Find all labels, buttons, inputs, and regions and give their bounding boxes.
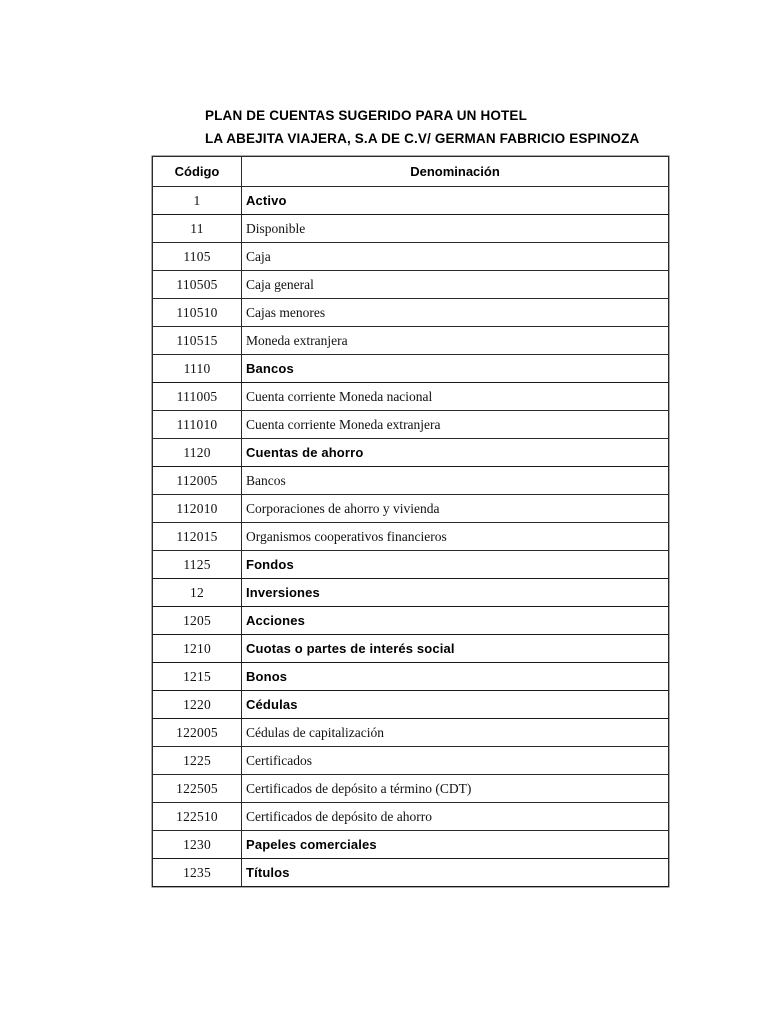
table-row (153, 439, 669, 467)
table-row (153, 719, 669, 747)
table-row (153, 299, 669, 327)
account-code-cell: 112010 (153, 495, 242, 523)
table-row (153, 551, 669, 579)
account-code-cell: 1 (153, 187, 242, 215)
account-code-cell: 1230 (153, 831, 242, 859)
account-name-cell: Disponible (242, 215, 669, 243)
account-code-cell: 1205 (153, 607, 242, 635)
account-name-cell: Caja general (242, 271, 669, 299)
table-row (153, 187, 669, 215)
column-header-codigo: Código (153, 157, 242, 187)
table-row (153, 691, 669, 719)
table-row (153, 663, 669, 691)
account-code-cell: 1125 (153, 551, 242, 579)
account-code-cell: 111010 (153, 411, 242, 439)
account-name-cell: Cuenta corriente Moneda extranjera (242, 411, 669, 439)
account-code-cell: 112005 (153, 467, 242, 495)
table-row (153, 271, 669, 299)
account-code-cell: 1235 (153, 859, 242, 887)
document-title-line-1: PLAN DE CUENTAS SUGERIDO PARA UN HOTEL (205, 108, 527, 123)
table-header (153, 157, 669, 187)
document-title-block (205, 104, 705, 150)
column-header-denominacion: Denominación (242, 157, 669, 187)
table-header-row (153, 157, 669, 187)
table-row (153, 355, 669, 383)
table-row (153, 775, 669, 803)
account-name-cell: Certificados de depósito a término (CDT) (242, 775, 669, 803)
account-code-cell: 111005 (153, 383, 242, 411)
table-row (153, 803, 669, 831)
account-name-cell: Bonos (242, 663, 669, 691)
table-row (153, 523, 669, 551)
table-row (153, 411, 669, 439)
table-row (153, 467, 669, 495)
account-code-cell: 112015 (153, 523, 242, 551)
table-row (153, 215, 669, 243)
account-name-cell: Activo (242, 187, 669, 215)
table-row (153, 831, 669, 859)
account-code-cell: 12 (153, 579, 242, 607)
account-code-cell: 11 (153, 215, 242, 243)
table-row (153, 635, 669, 663)
account-code-cell: 122505 (153, 775, 242, 803)
account-name-cell: Papeles comerciales (242, 831, 669, 859)
account-name-cell: Certificados de depósito de ahorro (242, 803, 669, 831)
table-row (153, 579, 669, 607)
account-code-cell: 1220 (153, 691, 242, 719)
chart-of-accounts-table (152, 156, 669, 887)
account-code-cell: 110515 (153, 327, 242, 355)
account-name-cell: Fondos (242, 551, 669, 579)
table-row (153, 243, 669, 271)
table-row (153, 607, 669, 635)
account-code-cell: 1225 (153, 747, 242, 775)
account-name-cell: Bancos (242, 355, 669, 383)
account-name-cell: Cédulas (242, 691, 669, 719)
account-code-cell: 110505 (153, 271, 242, 299)
table-row (153, 495, 669, 523)
document-title-line-2: LA ABEJITA VIAJERA, S.A DE C.V/ GERMAN FABRICIO ESPINOZA (205, 131, 640, 146)
table-row (153, 327, 669, 355)
account-name-cell: Cédulas de capitalización (242, 719, 669, 747)
account-name-cell: Títulos (242, 859, 669, 887)
account-code-cell: 122510 (153, 803, 242, 831)
account-code-cell: 1210 (153, 635, 242, 663)
account-code-cell: 122005 (153, 719, 242, 747)
account-code-cell: 1110 (153, 355, 242, 383)
account-name-cell: Inversiones (242, 579, 669, 607)
account-name-cell: Certificados (242, 747, 669, 775)
account-name-cell: Cuentas de ahorro (242, 439, 669, 467)
account-code-cell: 1120 (153, 439, 242, 467)
account-code-cell: 110510 (153, 299, 242, 327)
account-name-cell: Organismos cooperativos financieros (242, 523, 669, 551)
table-row (153, 859, 669, 887)
table-row (153, 747, 669, 775)
account-name-cell: Acciones (242, 607, 669, 635)
account-name-cell: Cuotas o partes de interés social (242, 635, 669, 663)
table-body (153, 187, 669, 887)
account-name-cell: Moneda extranjera (242, 327, 669, 355)
account-code-cell: 1215 (153, 663, 242, 691)
account-name-cell: Caja (242, 243, 669, 271)
table-row (153, 383, 669, 411)
account-code-cell: 1105 (153, 243, 242, 271)
account-name-cell: Bancos (242, 467, 669, 495)
account-name-cell: Cajas menores (242, 299, 669, 327)
account-name-cell: Corporaciones de ahorro y vivienda (242, 495, 669, 523)
account-name-cell: Cuenta corriente Moneda nacional (242, 383, 669, 411)
